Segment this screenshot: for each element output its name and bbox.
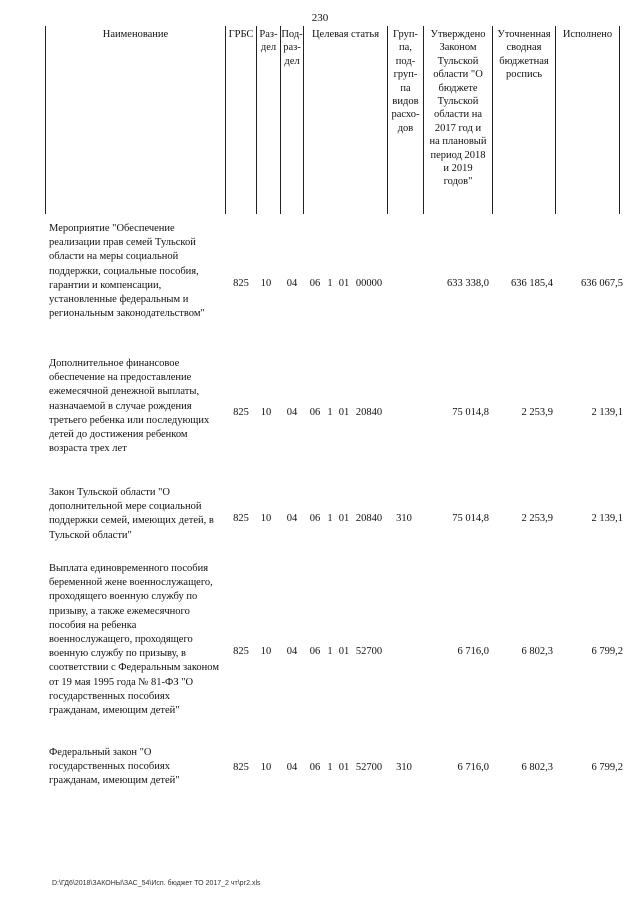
row-target-direction: 52700 [355, 762, 383, 773]
row-refined: 636 185,4 [511, 278, 553, 289]
header-expense-group: Груп- па, под- груп- па видов расхо- дов [387, 26, 423, 214]
row-target-subprogram: 1 [327, 278, 333, 289]
table-row [0, 486, 640, 546]
row-target-direction: 20840 [355, 407, 383, 418]
header-refined: Уточненная сводная бюджетная роспись [492, 26, 555, 214]
row-podrazdel: 04 [286, 646, 298, 657]
row-target-program: 06 [309, 407, 321, 418]
row-grbs: 825 [233, 407, 249, 418]
row-target-subprogram: 1 [327, 762, 333, 773]
header-razdel: Раз- дел [256, 26, 280, 214]
row-approved: 6 716,0 [457, 762, 489, 773]
row-name: Закон Тульской области "О дополнительной мере социальной поддержки семей, имеющих детей, в Тульской области" [49, 487, 214, 541]
row-approved: 633 338,0 [447, 278, 489, 289]
row-refined: 2 253,9 [521, 407, 553, 418]
row-refined: 6 802,3 [521, 762, 553, 773]
row-target-subprogram: 1 [327, 646, 333, 657]
row-executed: 6 799,2 [591, 646, 623, 657]
row-grbs: 825 [233, 278, 249, 289]
header-name: Наименование [45, 26, 225, 214]
row-target-event: 01 [338, 762, 350, 773]
row-razdel: 10 [260, 646, 272, 657]
header-podrazdel: Под- раз- дел [280, 26, 303, 214]
row-target-event: 01 [338, 278, 350, 289]
row-podrazdel: 04 [286, 762, 298, 773]
row-executed: 636 067,5 [581, 278, 623, 289]
row-name: Мероприятие "Обеспечение реализации прав семей Тульской области на меры социальной поддержки, социальные пособия, гарантии и компенсации, установленные федеральным и региональным законодательством" [49, 223, 205, 320]
row-razdel: 10 [260, 407, 272, 418]
row-approved: 75 014,8 [452, 513, 489, 524]
table-row [0, 746, 640, 794]
header-approved: Утверждено Законом Тульской области "О бюджете Тульской области на 2017 год и на плановый период 2018 и 2019 годов" [423, 26, 492, 214]
row-podrazdel: 04 [286, 278, 298, 289]
row-expense-group: 310 [396, 513, 412, 524]
row-target-event: 01 [338, 513, 350, 524]
row-target-direction: 20840 [355, 513, 383, 524]
row-approved: 6 716,0 [457, 646, 489, 657]
row-name: Федеральный закон "О государственных пособиях гражданам, имеющим детей" [49, 747, 180, 787]
header-target-article: Целевая статья [303, 26, 387, 214]
row-executed: 2 139,1 [591, 513, 623, 524]
row-target-program: 06 [309, 513, 321, 524]
row-refined: 6 802,3 [521, 646, 553, 657]
row-name: Выплата единовременного пособия беременной жене военнослужащего, проходящего военную службу по призыву, а также ежемесячного пособия на ребенка военнослужащего, проходящего военную службу по призыву, в соответствии с Федеральным законом от 19 мая 1995 года № 81-ФЗ "О государственных пособиях гражданам, имеющим детей" [49, 563, 219, 717]
row-target-subprogram: 1 [327, 513, 333, 524]
row-razdel: 10 [260, 513, 272, 524]
row-target-subprogram: 1 [327, 407, 333, 418]
row-target-program: 06 [309, 762, 321, 773]
row-target-event: 01 [338, 407, 350, 418]
row-target-program: 06 [309, 278, 321, 289]
row-grbs: 825 [233, 646, 249, 657]
row-executed: 6 799,2 [591, 762, 623, 773]
footer-file-path: D:\ГД6\2018\ЗАКОНЫ\ЗАС_54\Исп. бюджет ТО 2017_2 чт\рг2.xls [52, 880, 261, 887]
header-grbs: ГРБС [225, 26, 256, 214]
table-row [0, 222, 640, 347]
page-number: 230 [311, 12, 329, 24]
row-target-direction: 52700 [355, 646, 383, 657]
row-grbs: 825 [233, 513, 249, 524]
row-name: Дополнительное финансовое обеспечение на предоставление ежемесячной денежной выплаты, назначаемой в случае рождения третьего ребенка или последующих детей до достижения ребенком возраста трех лет [49, 358, 210, 455]
row-razdel: 10 [260, 762, 272, 773]
table-row [0, 562, 640, 742]
row-refined: 2 253,9 [521, 513, 553, 524]
row-approved: 75 014,8 [452, 407, 489, 418]
row-expense-group: 310 [396, 762, 412, 773]
row-target-program: 06 [309, 646, 321, 657]
header-executed: Исполнено [555, 26, 620, 214]
row-target-event: 01 [338, 646, 350, 657]
row-podrazdel: 04 [286, 407, 298, 418]
table-row [0, 357, 640, 472]
row-razdel: 10 [260, 278, 272, 289]
row-target-direction: 00000 [355, 278, 383, 289]
row-executed: 2 139,1 [591, 407, 623, 418]
row-podrazdel: 04 [286, 513, 298, 524]
row-grbs: 825 [233, 762, 249, 773]
